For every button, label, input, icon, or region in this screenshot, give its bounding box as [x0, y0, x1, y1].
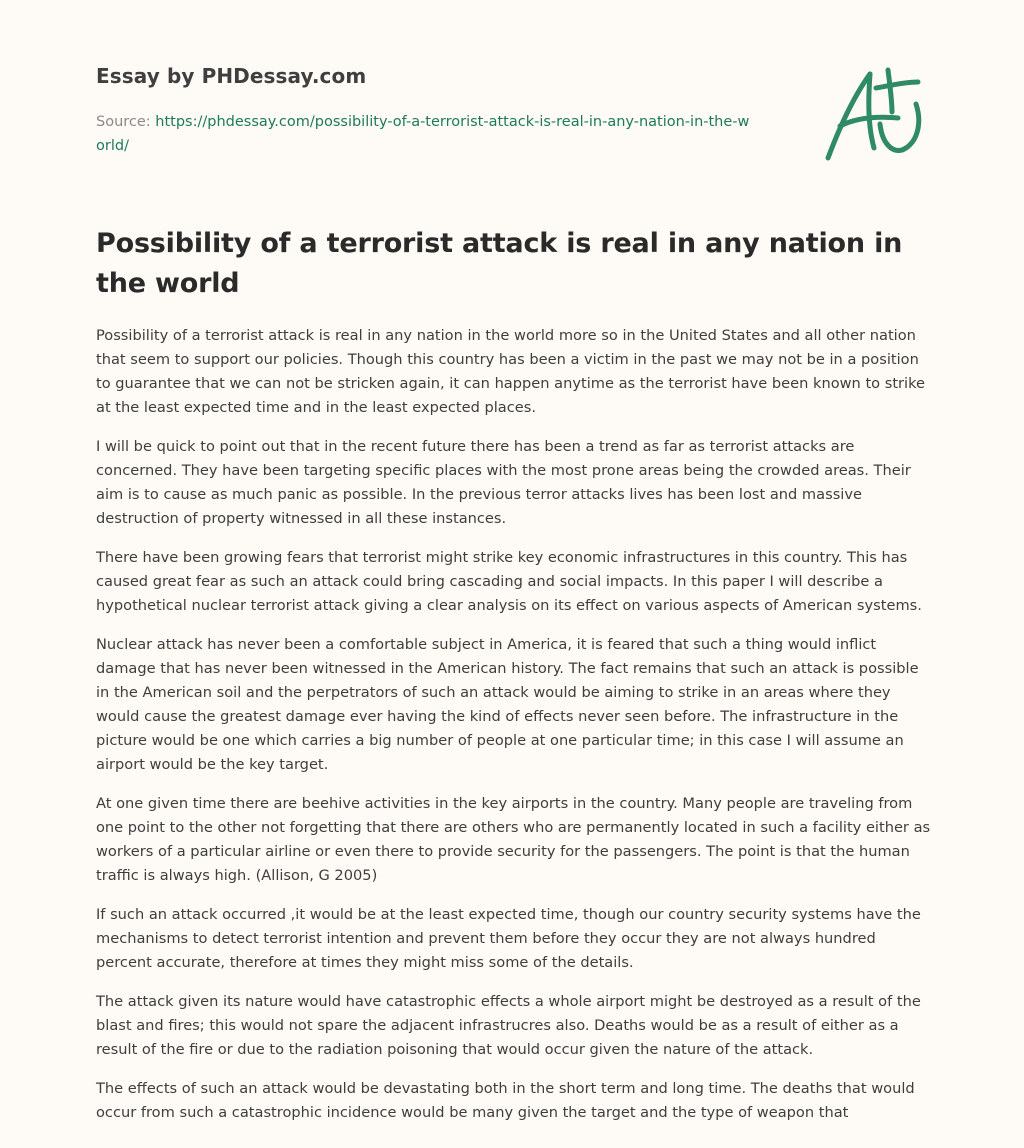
- essay-body: [96, 324, 932, 1140]
- essay-paragraph: At one given time there are beehive activities in the key airports in the country. Many people are traveling from one point to the other not forgetting that there are others who are permanently located in such a facility either as workers of a particular airline or even there to provide security for the passengers. The point is that the human traffic is always high. (Allison, G 2005): [96, 795, 931, 884]
- essay-paragraph: Nuclear attack has never been a comfortable subject in America, it is feared that such a thing would inflict damage that has never been witnessed in the American history. The fact remains that such an attack is possible in the American soil and the perpetrators of such an attack would be aiming to strike in an areas where they would cause the greatest damage ever having the kind of effects never seen before. The infrastructure in the picture would be one which carries a big number of people at one particular time; in this case I will assume an airport would be the key target.: [96, 636, 919, 773]
- a-left-stroke: [828, 74, 870, 158]
- essay-paragraph: The attack given its nature would have catastrophic effects a whole airport might be destroyed as a result of the blast and fires; this would not spare the adjacent infrastrucres also. Deaths would be as a result of either as a result of the fire or due to the radiation poisoning that would occur given the nature of the attack.: [96, 993, 921, 1058]
- plus-vertical: [888, 70, 892, 112]
- plus-horizontal: [876, 82, 918, 88]
- a-right-stroke: [869, 74, 874, 148]
- site-title: Essay by PHDessay.com: [96, 64, 367, 88]
- essay-paragraph: I will be quick to point out that in the recent future there has been a trend as far as terrorist attacks are concerned. They have been targeting specific places with the most prone areas being the crowded areas. Their aim is to cause as much panic as possible. In the previous terror attacks lives has been lost and massive destruction of property witnessed in all these instances.: [96, 438, 911, 527]
- a-plus-grade-icon: [818, 64, 928, 170]
- source-label: Source:: [96, 114, 151, 130]
- a-plus-strokes: [828, 70, 919, 158]
- essay-title: Possibility of a terrorist attack is real in any nation in the world: [96, 228, 903, 299]
- essay-paragraph: If such an attack occurred ,it would be at the least expected time, though our country security systems have the mechanisms to detect terrorist intention and prevent them before they occur they are not always hundred percent accurate, therefore at times they might miss some of the details.: [96, 906, 921, 971]
- source-link[interactable]: https://phdessay.com/possibility-of-a-terrorist-attack-is-real-in-any-nation-in-the-world/: [96, 114, 750, 154]
- essay-paragraph: There have been growing fears that terrorist might strike key economic infrastructures in this country. This has caused great fear as such an attack could bring cascading and social impacts. In this paper I will describe a hypothetical nuclear terrorist attack giving a clear analysis on its effect on various aspects of American systems.: [96, 549, 922, 614]
- source-line: [96, 110, 756, 158]
- essay-paragraph: Possibility of a terrorist attack is real in any nation in the world more so in the United States and all other nation that seem to support our policies. Though this country has been a victim in the past we may not be in a position to guarantee that we can not be stricken again, it can happen anytime as the terrorist have been known to strike at the least expected time and in the least expected places.: [96, 327, 926, 416]
- swoosh: [880, 104, 919, 151]
- essay-paragraph: The effects of such an attack would be devastating both in the short term and long time. The deaths that would occur from such a catastrophic incidence would be many given the target and the type of weapon that: [96, 1080, 915, 1121]
